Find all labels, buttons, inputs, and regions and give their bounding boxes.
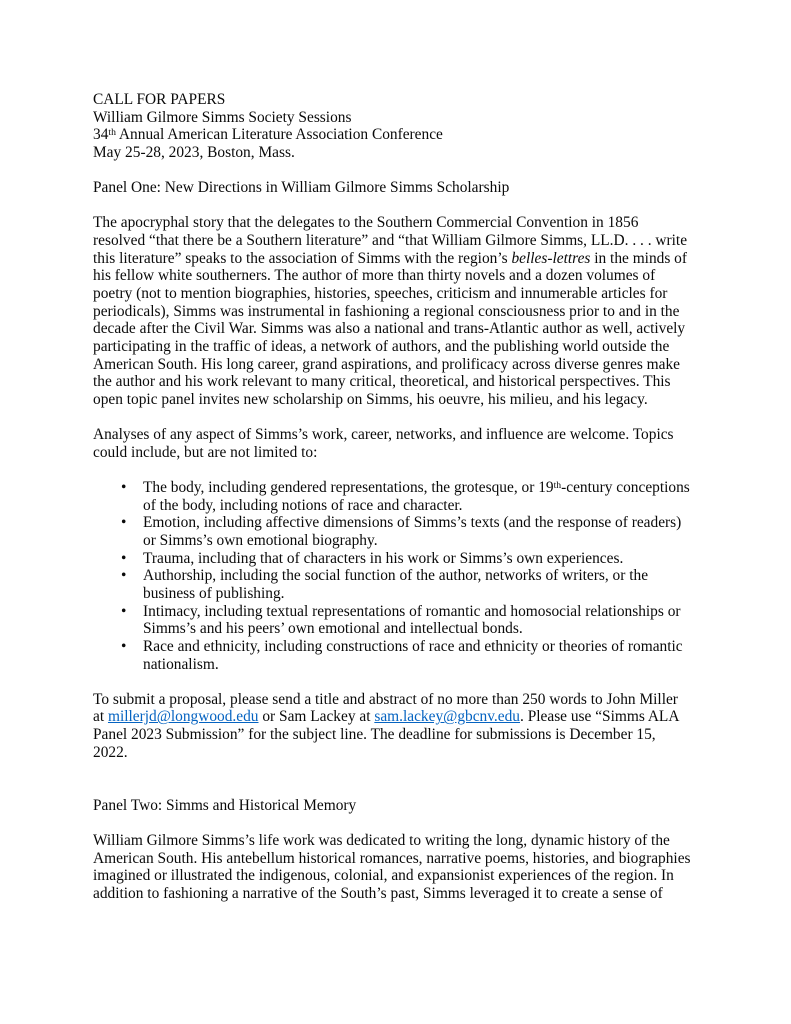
- text-run: Analyses of any aspect of Simms’s work, career, networks, and influence are welcome. Topics: [93, 426, 674, 444]
- text-run: or Simms’s own emotional biography.: [143, 532, 378, 550]
- text-line: [93, 373, 713, 391]
- bullet-item: [93, 638, 713, 673]
- text-run: Panel 2023 Submission” for the subject line. The deadline for submissions is December 15,: [93, 726, 656, 744]
- text-run: . Please use “Simms ALA: [520, 708, 680, 726]
- text-line: [93, 867, 713, 885]
- panel-one-heading: [93, 179, 713, 197]
- bullet-text: [143, 479, 713, 514]
- email-link[interactable]: sam.lackey@gbcnv.edu: [374, 708, 520, 726]
- bullet-item: [93, 550, 713, 568]
- text-line: [93, 426, 713, 444]
- text-line: [143, 585, 713, 603]
- text-line: [93, 691, 713, 709]
- bullet-text: [143, 514, 713, 549]
- text-line: [93, 109, 713, 127]
- text-line: [93, 797, 713, 815]
- text-run: Panel Two: Simms and Historical Memory: [93, 796, 357, 814]
- bullet-dot-icon: •: [121, 567, 127, 585]
- bullet-text: [143, 550, 713, 568]
- text-run: open topic panel invites new scholarship on Simms, his oeuvre, his milieu, and his legacy.: [93, 390, 648, 408]
- bullet-text: [143, 638, 713, 673]
- text-line: [93, 320, 713, 338]
- bullet-dot-icon: •: [121, 602, 127, 620]
- bullet-text: [143, 567, 713, 602]
- topics-intro-paragraph: [93, 426, 713, 461]
- text-line: [143, 603, 713, 621]
- text-run: in the minds of: [590, 249, 688, 267]
- text-run: decade after the Civil War. Simms was also a national and trans-Atlantic author as well, actively: [93, 320, 686, 338]
- text-run: Simms’s and his peers’ own emotional and intellectual bonds.: [143, 620, 523, 638]
- text-line: [93, 726, 713, 744]
- italic-text: belles-lettres: [511, 249, 591, 267]
- text-run: participating in the traffic of ideas, a network of authors, and the publishing world outside the: [93, 337, 670, 355]
- text-line: [93, 285, 713, 303]
- text-run: 34: [93, 126, 109, 144]
- text-line: [93, 744, 713, 762]
- text-line: [143, 656, 713, 674]
- bullet-text: [143, 603, 713, 638]
- text-run: could include, but are not limited to:: [93, 443, 318, 461]
- text-line: [93, 91, 713, 109]
- text-line: [143, 550, 713, 568]
- text-run: Authorship, including the social function of the author, networks of writers, or the: [143, 567, 649, 585]
- text-run: Intimacy, including textual representations of romantic and homosocial relationships or: [143, 602, 681, 620]
- bullet-dot-icon: •: [121, 637, 127, 655]
- text-line: [143, 514, 713, 532]
- text-run: William Gilmore Simms Society Sessions: [93, 108, 352, 126]
- text-line: [93, 126, 713, 144]
- superscript-text: th: [108, 126, 116, 138]
- text-run: his fellow white southerners. The author of more than thirty novels and a dozen volumes of: [93, 267, 656, 285]
- text-run: poetry (not to mention biographies, histories, speeches, criticism and innumerable articles for: [93, 285, 668, 303]
- text-line: [93, 179, 713, 197]
- text-run: Emotion, including affective dimensions of Simms’s texts (and the response of readers): [143, 514, 682, 532]
- email-link[interactable]: millerjd@longwood.edu: [107, 708, 259, 726]
- text-run: nationalism.: [143, 655, 219, 673]
- text-run: or Sam Lackey at: [258, 708, 375, 726]
- bullet-dot-icon: •: [121, 479, 127, 497]
- text-run: The apocryphal story that the delegates to the Southern Commercial Convention in 1856: [93, 214, 639, 232]
- text-line: [93, 144, 713, 162]
- text-run: periodicals), Simms was instrumental in fashioning a regional consciousness prior to and in the: [93, 302, 680, 320]
- text-run: -century conceptions: [561, 479, 690, 497]
- document-header: [93, 91, 713, 162]
- text-run: of the body, including notions of race and character.: [143, 496, 463, 514]
- text-line: [143, 567, 713, 585]
- bullet-item: [93, 567, 713, 602]
- text-run: Trauma, including that of characters in his work or Simms’s own experiences.: [143, 549, 624, 567]
- text-line: [143, 620, 713, 638]
- text-run: addition to fashioning a narrative of the South’s past, Simms leveraged it to create a sense of: [93, 884, 663, 902]
- text-line: [93, 850, 713, 868]
- text-line: [143, 497, 713, 515]
- submission-paragraph: [93, 691, 713, 762]
- text-run: resolved “that there be a Southern literature” and “that William Gilmore Simms, LL.D. . . . write: [93, 232, 688, 250]
- text-run: CALL FOR PAPERS: [93, 91, 226, 108]
- text-line: [93, 391, 713, 409]
- text-line: [93, 338, 713, 356]
- text-run: American South. His antebellum historical romances, narrative poems, histories, and biographies: [93, 849, 691, 867]
- panel-two-paragraph: [93, 832, 713, 903]
- text-line: [93, 708, 713, 726]
- bullet-item: [93, 603, 713, 638]
- bullet-item: [93, 479, 713, 514]
- text-line: [93, 214, 713, 232]
- text-run: Race and ethnicity, including constructions of race and ethnicity or theories of romantic: [143, 637, 683, 655]
- text-line: [93, 267, 713, 285]
- text-run: this literature” speaks to the association of Simms with the region’s: [93, 249, 512, 267]
- text-line: [93, 303, 713, 321]
- text-run: business of publishing.: [143, 584, 285, 602]
- text-line: [93, 232, 713, 250]
- text-line: [93, 444, 713, 462]
- text-run: at: [93, 708, 108, 726]
- bullet-dot-icon: •: [121, 514, 127, 532]
- text-line: [93, 250, 713, 268]
- text-line: [93, 885, 713, 903]
- bullet-item: [93, 514, 713, 549]
- text-line: [93, 356, 713, 374]
- text-run: Annual American Literature Association Conference: [115, 126, 443, 144]
- bullet-dot-icon: •: [121, 549, 127, 567]
- text-run: To submit a proposal, please send a title and abstract of no more than 250 words to John Miller: [93, 690, 678, 708]
- text-run: American South. His long career, grand aspirations, and prolificacy across diverse genres make: [93, 355, 681, 373]
- panel-two-heading: [93, 797, 713, 815]
- text-run: William Gilmore Simms’s life work was dedicated to writing the long, dynamic history of the: [93, 831, 670, 849]
- text-line: [143, 479, 713, 497]
- superscript-text: th: [553, 479, 562, 491]
- text-line: [143, 638, 713, 656]
- topics-bullet-list: [93, 479, 713, 673]
- text-line: [93, 832, 713, 850]
- text-run: The body, including gendered representations, the grotesque, or 19: [143, 479, 554, 497]
- text-run: the author and his work relevant to many critical, theoretical, and historical perspectives. This: [93, 373, 671, 391]
- text-run: 2022.: [93, 743, 128, 761]
- text-line: [143, 532, 713, 550]
- text-run: imagined or illustrated the indigenous, colonial, and expansionist experiences of the region. In: [93, 867, 674, 885]
- text-run: May 25-28, 2023, Boston, Mass.: [93, 143, 295, 161]
- panel-one-intro-paragraph: [93, 214, 713, 408]
- text-run: Panel One: New Directions in William Gilmore Simms Scholarship: [93, 179, 510, 197]
